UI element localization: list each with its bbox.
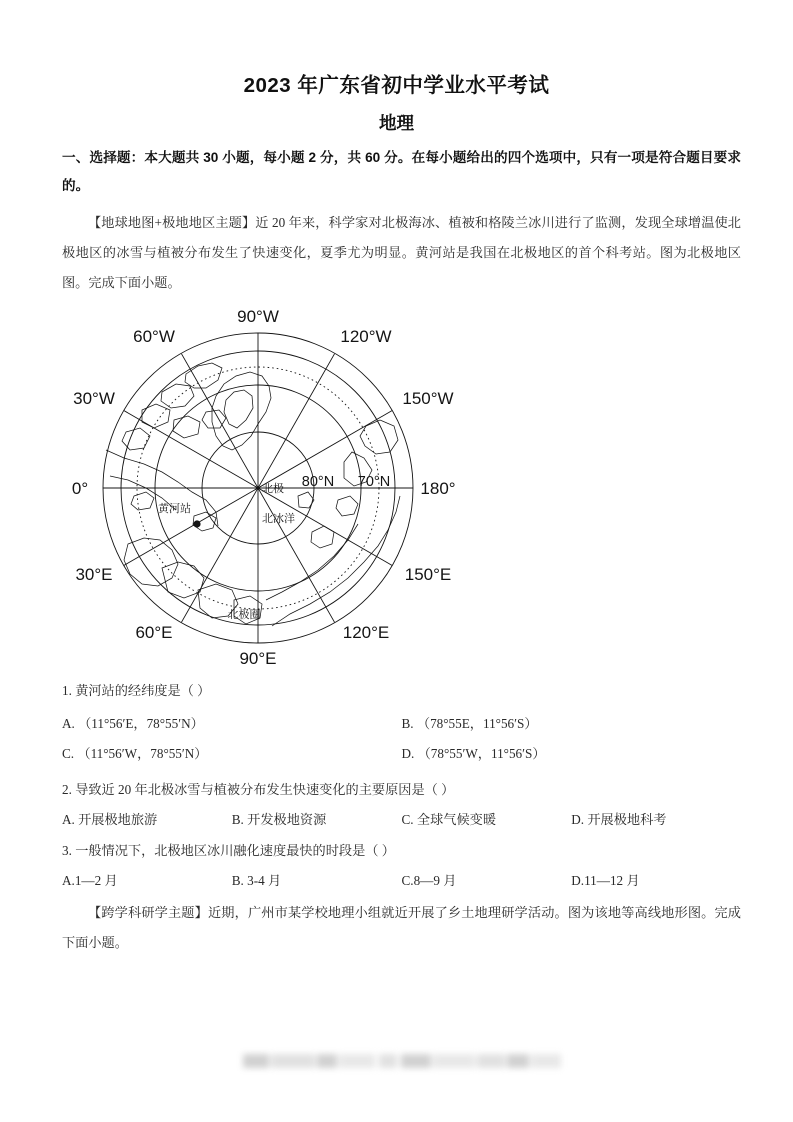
question-2-text: 2. 导致近 20 年北极冰雪与植被分布发生快速变化的主要原因是（ ） <box>62 782 455 797</box>
coastline-group <box>106 363 400 626</box>
option-1a[interactable]: A. （11°56′E，78°55′N） <box>62 716 204 731</box>
coastline-iceland <box>131 492 154 510</box>
option-2d[interactable]: D. 开展极地科考 <box>571 812 667 827</box>
label-70n: 70°N <box>357 474 391 490</box>
coastline-canada-islands-6 <box>122 428 150 450</box>
question-2-options-row <box>62 810 741 830</box>
label-arctic-circle: 北极圈 <box>227 609 261 621</box>
label-60e: 60°E <box>135 623 173 642</box>
option-1c[interactable]: C. （11°56′W，78°55′N） <box>62 746 208 761</box>
option-1d[interactable]: D. （78°55′W，11°56′S） <box>401 746 546 761</box>
coastline-greenland <box>212 372 271 450</box>
label-180deg: 180° <box>420 479 456 498</box>
label-30e: 30°E <box>75 565 113 584</box>
arctic-region-map-figure <box>66 300 466 672</box>
question-stem-arctic: 【地球地图+极地地区主题】近 20 年来，科学家对北极海冰、植被和格陵兰冰川进行了监测，发现全球增温使北极地区的冰雪与植被分布发生了快速变化，夏季尤为明显。黄河站是我国在北极地区的首个科考站。图为北极地区图。完成下面小题。 <box>62 215 741 290</box>
coastline-siberia-island-2 <box>336 496 358 516</box>
option-3c[interactable]: C.8—9 月 <box>401 873 457 888</box>
label-arctic-ocean: 北冰洋 <box>262 513 295 525</box>
section-instructions: 一、选择题：本大题共 30 小题，每小题 2 分，共 60 分。在每小题给出的四个选项中，只有一项是符合题目要求的。 <box>62 150 741 193</box>
label-90e: 90°E <box>239 649 277 668</box>
blurred-watermark <box>243 1049 561 1075</box>
label-90w: 90°W <box>237 307 279 326</box>
coastline-greenland-inner <box>224 390 253 428</box>
coastline-canada-islands-3 <box>142 404 170 428</box>
label-30w: 30°W <box>73 389 115 408</box>
page-title: 2023 年广东省初中学业水平考试 <box>243 74 550 97</box>
option-2c[interactable]: C. 全球气候变暖 <box>401 812 497 827</box>
question-1-options-row-1 <box>62 714 741 734</box>
label-north-pole: 北极 <box>262 483 284 495</box>
label-120e: 120°E <box>342 623 390 642</box>
label-80n: 80°N <box>301 474 335 490</box>
question-1-text: 1. 黄河站的经纬度是（ ） <box>62 683 211 698</box>
coastline-alaska <box>360 420 398 454</box>
label-60w: 60°W <box>133 327 175 346</box>
huanghe-station-marker <box>193 520 200 527</box>
label-120w: 120°W <box>340 327 392 346</box>
option-3d[interactable]: D.11—12 月 <box>571 873 640 888</box>
option-2a[interactable]: A. 开展极地旅游 <box>62 812 158 827</box>
label-0deg: 0° <box>71 479 89 498</box>
question-3-options-row <box>62 871 741 891</box>
question-1-options-row-2 <box>62 744 741 764</box>
option-1b[interactable]: B. （78°55E，11°56′S） <box>401 716 538 731</box>
coastline-siberia-island-1 <box>311 526 334 548</box>
page-subtitle: 地理 <box>379 113 414 133</box>
coastline-canada-islands-4 <box>173 416 200 438</box>
coastline-canada-islands-1 <box>185 363 222 388</box>
question-stem-fieldwork: 【跨学科研学主题】近期，广州市某学校地理小组就近开展了乡土地理研学活动。图为该地等高线地形图。完成下面小题。 <box>62 905 741 950</box>
option-2b[interactable]: B. 开发极地资源 <box>231 812 327 827</box>
label-huanghe-station: 黄河站 <box>158 503 191 515</box>
option-3a[interactable]: A.1—2 月 <box>62 873 118 888</box>
label-150e: 150°E <box>404 565 452 584</box>
coastline-canada-islands-2 <box>161 384 194 408</box>
label-150w: 150°W <box>402 389 454 408</box>
question-3-text: 3. 一般情况下，北极地区冰川融化速度最快的时段是（ ） <box>62 843 395 858</box>
option-3b[interactable]: B. 3-4 月 <box>231 873 282 888</box>
